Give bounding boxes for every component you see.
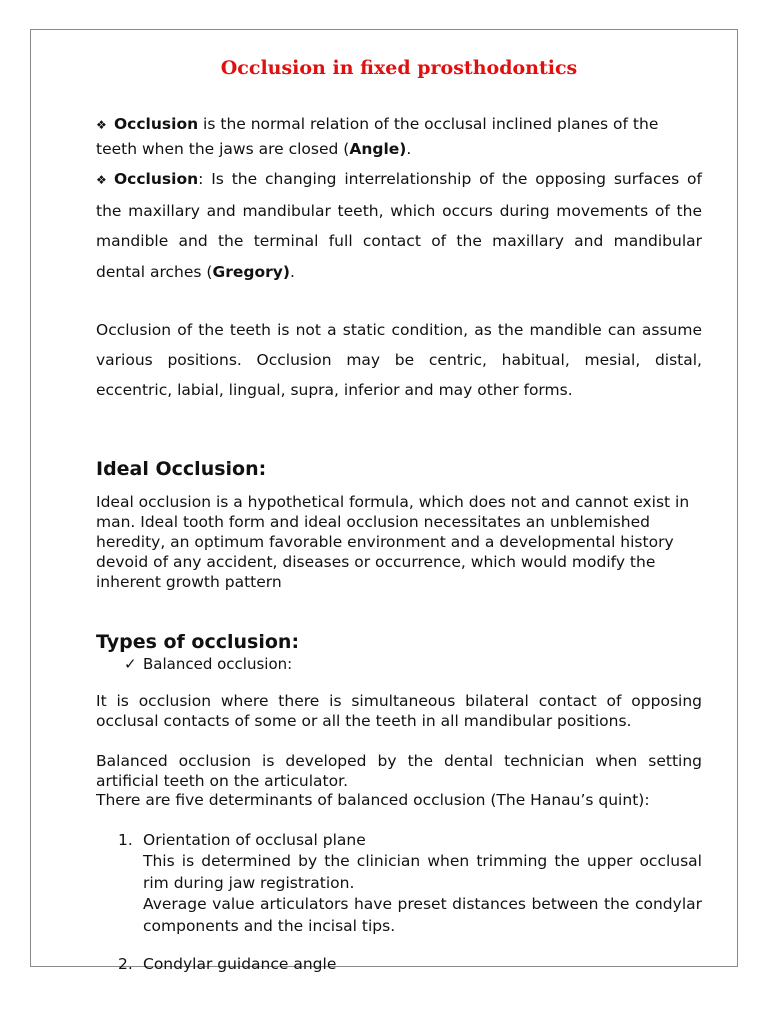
bullet-end: . bbox=[289, 262, 295, 281]
document-title: Occlusion in fixed prosthodontics bbox=[220, 57, 578, 79]
bullet-end: . bbox=[406, 140, 412, 158]
list-number: 1. bbox=[118, 831, 133, 849]
balanced-development: Balanced occlusion is developed by the dental technician when setting artificial teeth on the articulator. bbox=[96, 752, 702, 790]
types-of-occlusion-heading: Types of occlusion: bbox=[96, 631, 300, 653]
bullet-term: Occlusion bbox=[114, 170, 199, 188]
determinants-intro: There are five determinants of balanced occlusion (The Hanau’s quint): bbox=[96, 791, 650, 809]
numbered-item bbox=[118, 954, 336, 974]
numbered-item-detail: Average value articulators have preset distances between the condylar components and the incisal tips. bbox=[143, 895, 702, 935]
list-label: Orientation of occlusal plane bbox=[143, 831, 366, 849]
balanced-definition: It is occlusion where there is simultaneous bilateral contact of opposing occlusal contacts of some or all the teeth in all mandibular positions. bbox=[96, 692, 702, 730]
check-list-item bbox=[124, 654, 292, 674]
bullet-term: Occlusion bbox=[114, 115, 199, 133]
list-number: 2. bbox=[118, 955, 133, 973]
diamond-bullet-icon: ❖ bbox=[96, 118, 107, 132]
bullet-text: is the normal relation of the occlusal inclined planes of the teeth when the jaws are closed ( bbox=[96, 115, 659, 158]
numbered-item bbox=[118, 830, 366, 850]
ideal-occlusion-text: Ideal occlusion is a hypothetical formula, which does not and cannot exist in man. Ideal tooth form and ideal occlusion necessitates an unblemished heredity, an optimum favorable environment and a developmental history devoid of any accident, diseases or occurrence, which would modify the inherent growth pattern bbox=[96, 493, 690, 591]
bullet-item bbox=[96, 164, 702, 287]
numbered-item-detail: This is determined by the clinician when trimming the upper occlusal rim during jaw registration. bbox=[143, 852, 702, 892]
intro-paragraph: Occlusion of the teeth is not a static condition, as the mandible can assume various positions. Occlusion may be centric, habitual, mesial, distal, eccentric, labial, lingual, supra, inferior and may other forms. bbox=[96, 321, 702, 399]
ideal-occlusion-heading: Ideal Occlusion: bbox=[96, 458, 267, 480]
checkmark-icon: ✓ bbox=[124, 655, 137, 673]
bullet-source: Gregory) bbox=[212, 262, 290, 281]
check-item-label: Balanced occlusion: bbox=[143, 655, 293, 673]
bullet-source: Angle) bbox=[349, 140, 407, 158]
bullet-item bbox=[96, 112, 702, 161]
list-label: Condylar guidance angle bbox=[143, 955, 337, 973]
bullet-text: : Is the changing interrelationship of the opposing surfaces of the maxillary and mandibular teeth, which occurs during movements of the mandible and the terminal full contact of the maxillary and mandibular dental arches ( bbox=[96, 170, 702, 281]
diamond-bullet-icon: ❖ bbox=[96, 173, 107, 187]
